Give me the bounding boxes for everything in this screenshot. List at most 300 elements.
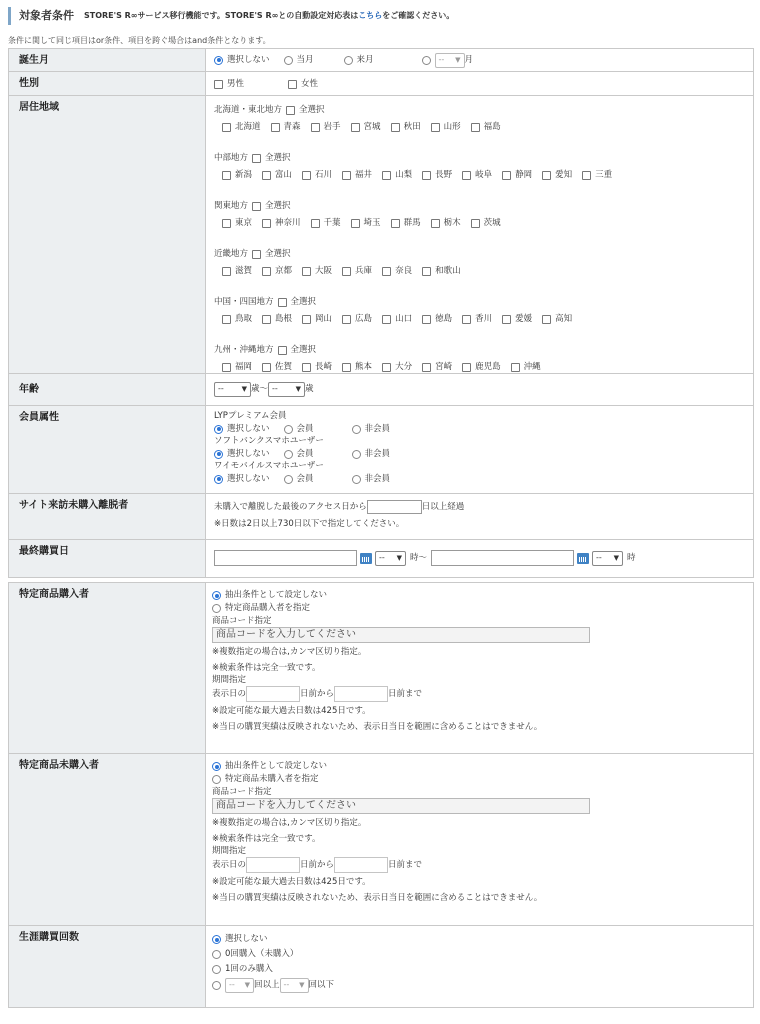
region-header — [214, 343, 747, 357]
gender-male-checkbox[interactable] — [214, 79, 244, 89]
prefecture-checkbox[interactable] — [351, 218, 381, 228]
region-name: 九州・沖縄地方 — [214, 344, 274, 355]
checkbox[interactable] — [462, 171, 471, 180]
region-select-all-checkbox[interactable] — [278, 345, 317, 355]
specific-buyers-code-input[interactable]: 商品コードを入力してください — [212, 627, 590, 643]
radio[interactable] — [284, 56, 293, 65]
prefecture-checkbox[interactable] — [222, 218, 252, 228]
prefecture-checkbox[interactable] — [271, 122, 301, 132]
prefecture-checkbox[interactable] — [342, 314, 372, 324]
prefecture-checkbox[interactable] — [431, 218, 461, 228]
checkbox[interactable] — [278, 346, 287, 355]
prefecture-checkbox[interactable] — [342, 266, 372, 276]
radio-selected[interactable] — [214, 450, 223, 459]
note-exact: ※検索条件は完全一致です。 — [212, 662, 321, 673]
row-specific-non-buyers — [8, 754, 754, 926]
radio[interactable] — [284, 475, 293, 484]
member-non-member-option[interactable] — [352, 449, 391, 459]
option-label: 非会員 — [364, 423, 391, 434]
period-label: 期間指定 — [212, 674, 247, 685]
prefecture-checkbox[interactable] — [262, 170, 292, 180]
specific-buyers-none-option[interactable] — [212, 590, 327, 600]
prefecture-checkbox[interactable] — [302, 170, 332, 180]
prefecture-checkbox[interactable] — [542, 170, 572, 180]
prefecture-label: 徳島 — [435, 313, 453, 324]
checkbox[interactable] — [288, 80, 297, 89]
option-label: 当月 — [296, 54, 314, 65]
period-prefix: 表示日の — [212, 688, 247, 699]
prefecture-checkbox[interactable] — [502, 314, 532, 324]
select-value: -- — [379, 553, 385, 563]
prefecture-label: 山形 — [443, 121, 461, 132]
specific-buyers-specify-option[interactable] — [212, 603, 310, 613]
checkbox[interactable] — [422, 267, 431, 276]
prefecture-label: 岐阜 — [475, 169, 493, 180]
last-purchase-to-hour-select[interactable] — [592, 551, 623, 566]
option-label: 抽出条件として設定しない — [225, 590, 328, 601]
checkbox[interactable] — [262, 219, 271, 228]
region-prefectures — [214, 120, 747, 134]
prefecture-checkbox[interactable] — [342, 362, 372, 372]
region-select-all-checkbox[interactable] — [252, 201, 291, 211]
option-label: 0回購入（未購入） — [225, 949, 299, 960]
prefecture-checkbox[interactable] — [382, 362, 412, 372]
prefecture-label: 滋賀 — [235, 265, 253, 276]
prefecture-checkbox[interactable] — [422, 362, 452, 372]
region-header — [214, 247, 747, 261]
checkbox[interactable] — [471, 219, 480, 228]
radio-selected[interactable] — [212, 935, 221, 944]
prefecture-checkbox[interactable] — [462, 170, 492, 180]
region-header — [214, 103, 747, 117]
checkbox[interactable] — [342, 267, 351, 276]
section-header — [8, 7, 752, 25]
specific-non-buyers-specify-option[interactable] — [212, 774, 319, 784]
checkbox[interactable] — [252, 202, 261, 211]
member-group-name: ソフトバンクスマホユーザー — [214, 436, 324, 447]
checkbox[interactable] — [391, 123, 400, 132]
radio[interactable] — [352, 425, 361, 434]
region-name: 関東地方 — [214, 200, 249, 211]
checkbox[interactable] — [431, 123, 440, 132]
lifetime-to-suffix: 回以下 — [308, 979, 335, 990]
prefecture-checkbox[interactable] — [222, 362, 252, 372]
birth-month-this-option[interactable] — [284, 55, 314, 65]
checkbox[interactable] — [422, 171, 431, 180]
radio[interactable] — [352, 450, 361, 459]
radio-selected[interactable] — [212, 591, 221, 600]
radio[interactable] — [212, 950, 221, 959]
radio-selected[interactable] — [214, 425, 223, 434]
region-select-all-checkbox[interactable] — [252, 249, 291, 259]
member-none-option[interactable] — [214, 474, 270, 484]
checkbox[interactable] — [302, 267, 311, 276]
checkbox[interactable] — [262, 171, 271, 180]
specific-buyers-body — [206, 583, 753, 753]
prefecture-checkbox[interactable] — [382, 314, 412, 324]
lifetime-zero-option[interactable] — [212, 949, 298, 959]
checkbox[interactable] — [502, 315, 511, 324]
checkbox[interactable] — [222, 315, 231, 324]
option-label: 非会員 — [364, 473, 391, 484]
prefecture-checkbox[interactable] — [382, 170, 412, 180]
member-groups — [206, 406, 753, 493]
checkbox[interactable] — [431, 219, 440, 228]
checkbox[interactable] — [214, 80, 223, 89]
prefecture-checkbox[interactable] — [222, 170, 252, 180]
birth-month-select[interactable] — [435, 53, 465, 68]
note-today: ※当日の購買実績は反映されないため、表示日当日を範囲に含めることはできません。 — [212, 893, 543, 904]
select-value: -- — [229, 980, 235, 990]
select-value: -- — [218, 384, 224, 394]
prefecture-label: 栃木 — [443, 217, 461, 228]
prefecture-label: 兵庫 — [355, 265, 373, 276]
gender-female-checkbox[interactable] — [288, 79, 318, 89]
checkbox[interactable] — [342, 171, 351, 180]
checkbox[interactable] — [302, 171, 311, 180]
prefecture-label: 東京 — [235, 217, 253, 228]
label-specific-buyers: 特定商品購入者 — [9, 583, 206, 753]
calendar-icon[interactable] — [360, 553, 372, 564]
prefecture-label: 香川 — [475, 313, 493, 324]
prefecture-checkbox[interactable] — [262, 314, 292, 324]
prefecture-label: 新潟 — [235, 169, 253, 180]
note-exact: ※検索条件は完全一致です。 — [212, 833, 321, 844]
option-label: 選択しない — [227, 473, 270, 484]
region-select-all-checkbox[interactable] — [252, 153, 291, 163]
prefecture-checkbox[interactable] — [351, 122, 381, 132]
select-all-label: 全選択 — [265, 152, 291, 163]
region-prefectures — [214, 360, 747, 374]
specific-buyers-from-days-input[interactable] — [246, 686, 300, 702]
label-site-visit: サイト来訪未購入離脱者 — [9, 494, 206, 539]
prefecture-label: 神奈川 — [275, 217, 301, 228]
age-to-select[interactable] — [268, 382, 305, 397]
label-lifetime: 生涯購買回数 — [9, 926, 206, 1007]
radio[interactable] — [352, 475, 361, 484]
checkbox[interactable] — [382, 267, 391, 276]
residence-regions — [206, 96, 753, 373]
option-label: 特定商品未購入者を指定 — [225, 774, 319, 785]
region-select-all-checkbox[interactable] — [286, 105, 325, 115]
hour-from-suffix: 時～ — [410, 552, 428, 563]
prefecture-checkbox[interactable] — [382, 266, 412, 276]
radio[interactable] — [212, 604, 221, 613]
prefecture-label: 福岡 — [235, 361, 253, 372]
checkbox[interactable] — [382, 171, 391, 180]
checkbox[interactable] — [311, 219, 320, 228]
prefecture-label: 高知 — [555, 313, 573, 324]
radio-selected[interactable] — [214, 56, 223, 65]
prefecture-label: 鹿児島 — [475, 361, 501, 372]
site-visit-note: ※日数は2日以上730日以下で指定してください。 — [214, 518, 405, 529]
prefecture-checkbox[interactable] — [422, 314, 452, 324]
label-gender: 性別 — [9, 72, 206, 95]
radio[interactable] — [284, 425, 293, 434]
prefecture-label: 山梨 — [395, 169, 413, 180]
select-all-label: 全選択 — [265, 200, 291, 211]
prefecture-label: 富山 — [275, 169, 293, 180]
prefecture-label: 埼玉 — [363, 217, 381, 228]
checkbox[interactable] — [222, 363, 231, 372]
checkbox[interactable] — [542, 315, 551, 324]
prefecture-checkbox[interactable] — [582, 170, 612, 180]
option-label: 非会員 — [364, 448, 391, 459]
checkbox[interactable] — [262, 267, 271, 276]
radio-selected[interactable] — [212, 762, 221, 771]
specific-non-buyers-from-days-input[interactable] — [246, 857, 300, 873]
checkbox[interactable] — [222, 219, 231, 228]
prefecture-checkbox[interactable] — [262, 218, 301, 228]
checkbox[interactable] — [342, 315, 351, 324]
member-member-option[interactable] — [284, 474, 314, 484]
region-name: 中国・四国地方 — [214, 296, 274, 307]
select-value: -- — [283, 980, 290, 990]
specific-non-buyers-none-option[interactable] — [212, 761, 327, 771]
radio[interactable] — [212, 775, 221, 784]
radio[interactable] — [344, 56, 353, 65]
section-title: 対象者条件 — [19, 9, 74, 23]
checkbox[interactable] — [252, 250, 261, 259]
row-birth-month — [8, 48, 754, 72]
age-from-select[interactable] — [214, 382, 251, 397]
header-note-suffix: をご確認ください。 — [382, 11, 455, 21]
select-value: -- — [272, 384, 278, 394]
prefecture-checkbox[interactable] — [222, 314, 252, 324]
option-label: 選択しない — [227, 448, 270, 459]
select-value: -- — [438, 55, 445, 65]
checkbox[interactable] — [542, 171, 551, 180]
prefecture-checkbox[interactable] — [542, 314, 572, 324]
period-mid: 日前から — [300, 688, 335, 699]
period-suffix: 日前まで — [388, 688, 423, 699]
select-all-label: 全選択 — [290, 296, 317, 307]
prefecture-checkbox[interactable] — [302, 362, 332, 372]
prefecture-checkbox[interactable] — [391, 122, 421, 132]
select-all-label: 全選択 — [299, 104, 325, 115]
prefecture-checkbox[interactable] — [302, 266, 332, 276]
checkbox[interactable] — [502, 171, 511, 180]
member-none-option[interactable] — [214, 424, 270, 434]
prefecture-checkbox[interactable] — [471, 122, 501, 132]
member-none-option[interactable] — [214, 449, 270, 459]
calendar-icon[interactable] — [577, 553, 589, 564]
checkbox[interactable] — [422, 315, 431, 324]
region-name: 近畿地方 — [214, 248, 249, 259]
region-select-all-checkbox[interactable] — [278, 297, 317, 307]
birth-month-next-option[interactable] — [344, 55, 374, 65]
prefecture-label: 宮城 — [363, 121, 381, 132]
select-all-label: 全選択 — [265, 248, 291, 259]
birth-month-specific-option[interactable] — [422, 53, 474, 68]
chevron-down-icon: ▼ — [299, 980, 305, 989]
prefecture-checkbox[interactable] — [431, 122, 461, 132]
specific-buyers-to-days-input[interactable] — [334, 686, 388, 702]
lifetime-range-radio[interactable] — [212, 981, 221, 990]
option-label: 会員 — [296, 448, 314, 459]
hour-to-suffix: 時 — [627, 552, 636, 563]
option-label: 選択しない — [227, 54, 270, 65]
period-mid: 日前から — [300, 859, 335, 870]
region-header — [214, 199, 747, 213]
select-all-label: 全選択 — [290, 344, 317, 355]
birth-month-none-option[interactable] — [214, 55, 270, 65]
lifetime-to-select[interactable] — [280, 978, 309, 993]
checkbox[interactable] — [471, 123, 480, 132]
checkbox[interactable] — [422, 363, 431, 372]
chevron-down-icon: ▼ — [613, 553, 620, 562]
prefecture-checkbox[interactable] — [462, 314, 492, 324]
period-label: 期間指定 — [212, 845, 247, 856]
option-label: 特定商品購入者を指定 — [225, 603, 311, 614]
checkbox[interactable] — [286, 106, 295, 115]
option-label: 選択しない — [225, 934, 268, 945]
checkbox[interactable] — [262, 363, 271, 372]
specific-non-buyers-body — [206, 754, 753, 925]
region-header — [214, 151, 747, 165]
prefecture-label: 青森 — [283, 121, 301, 132]
prefecture-label: 愛知 — [555, 169, 573, 180]
checkbox[interactable] — [278, 298, 287, 307]
prefecture-checkbox[interactable] — [302, 314, 332, 324]
prefecture-label: 沖縄 — [523, 361, 541, 372]
prefecture-label: 北海道 — [235, 121, 261, 132]
last-purchase-from-date-input[interactable] — [214, 550, 357, 566]
region-header — [214, 295, 747, 309]
label-specific-non-buyers: 特定商品未購入者 — [9, 754, 206, 925]
prefecture-label: 石川 — [315, 169, 333, 180]
last-purchase-to-date-input[interactable] — [431, 550, 574, 566]
prefecture-checkbox[interactable] — [462, 362, 501, 372]
checkbox[interactable] — [582, 171, 591, 180]
member-member-option[interactable] — [284, 424, 314, 434]
chevron-down-icon: ▼ — [241, 384, 247, 393]
checkbox[interactable] — [222, 267, 231, 276]
prefecture-checkbox[interactable] — [422, 170, 452, 180]
prefecture-checkbox[interactable] — [222, 122, 261, 132]
code-label: 商品コード指定 — [212, 786, 272, 797]
checkbox[interactable] — [511, 363, 520, 372]
checkbox[interactable] — [311, 123, 320, 132]
prefecture-checkbox[interactable] — [222, 266, 252, 276]
label-birth-month: 誕生月 — [9, 49, 206, 71]
chevron-down-icon: ▼ — [244, 980, 250, 989]
option-label: 男性 — [227, 78, 245, 89]
checkbox[interactable] — [382, 315, 391, 324]
prefecture-checkbox[interactable] — [511, 362, 541, 372]
age-from-suffix: 歳～ — [251, 383, 269, 394]
note-multiple: ※複数指定の場合は,カンマ区切り指定。 — [212, 818, 367, 829]
checkbox[interactable] — [302, 363, 311, 372]
prefecture-label: 奈良 — [395, 265, 413, 276]
specific-non-buyers-code-input[interactable]: 商品コードを入力してください — [212, 798, 590, 814]
age-to-suffix: 歳 — [305, 383, 314, 394]
region-prefectures — [214, 168, 747, 182]
lifetime-from-suffix: 回以上 — [254, 979, 280, 990]
checkbox[interactable] — [302, 315, 311, 324]
site-visit-days-input[interactable] — [367, 500, 422, 514]
radio-selected[interactable] — [214, 475, 223, 484]
prefecture-label: 京都 — [275, 265, 293, 276]
mapping-table-link[interactable]: こちら — [358, 11, 383, 21]
prefecture-checkbox[interactable] — [391, 218, 421, 228]
prefecture-checkbox[interactable] — [311, 218, 341, 228]
specific-non-buyers-to-days-input[interactable] — [334, 857, 388, 873]
radio[interactable] — [422, 56, 431, 65]
checkbox[interactable] — [462, 315, 471, 324]
prefecture-checkbox[interactable] — [342, 170, 372, 180]
region-prefectures — [214, 264, 747, 278]
checkbox[interactable] — [342, 363, 351, 372]
member-non-member-option[interactable] — [352, 474, 391, 484]
member-non-member-option[interactable] — [352, 424, 391, 434]
member-member-option[interactable] — [284, 449, 314, 459]
checkbox[interactable] — [351, 123, 360, 132]
prefecture-checkbox[interactable] — [502, 170, 532, 180]
row-site-visit — [8, 494, 754, 540]
region-prefectures — [214, 312, 747, 326]
label-residence: 居住地域 — [9, 96, 206, 373]
row-gender — [8, 72, 754, 96]
checkbox[interactable] — [391, 219, 400, 228]
checkbox[interactable] — [252, 154, 261, 163]
month-suffix: 月 — [464, 54, 474, 65]
lifetime-one-option[interactable] — [212, 964, 273, 974]
row-lifetime-purchases — [8, 926, 754, 1008]
checkbox[interactable] — [271, 123, 280, 132]
region-prefectures — [214, 216, 747, 230]
select-value: -- — [596, 553, 602, 563]
region-name: 中部地方 — [214, 152, 249, 163]
option-label: 選択しない — [227, 423, 270, 434]
prefecture-label: 長崎 — [315, 361, 333, 372]
prefecture-checkbox[interactable] — [422, 266, 461, 276]
lifetime-none-option[interactable] — [212, 934, 268, 944]
site-visit-prefix: 未購入で離脱した最後のアクセス日から — [214, 501, 367, 512]
checkbox[interactable] — [262, 315, 271, 324]
checkbox[interactable] — [382, 363, 391, 372]
prefecture-checkbox[interactable] — [262, 266, 292, 276]
prefecture-label: 秋田 — [403, 121, 421, 132]
row-last-purchase — [8, 540, 754, 578]
prefecture-label: 広島 — [355, 313, 373, 324]
header-note — [84, 11, 454, 21]
row-member-attributes — [8, 406, 754, 494]
label-last-purchase: 最終購買日 — [9, 540, 206, 577]
option-label: 女性 — [301, 78, 319, 89]
chevron-down-icon: ▼ — [396, 553, 402, 562]
prefecture-checkbox[interactable] — [262, 362, 292, 372]
prefecture-label: 茨城 — [483, 217, 501, 228]
radio[interactable] — [212, 965, 221, 974]
checkbox[interactable] — [222, 123, 231, 132]
period-prefix: 表示日の — [212, 859, 247, 870]
row-age — [8, 374, 754, 406]
member-group-name: LYPプレミアム会員 — [214, 411, 287, 422]
radio[interactable] — [284, 450, 293, 459]
prefecture-checkbox[interactable] — [471, 218, 501, 228]
chevron-down-icon: ▼ — [455, 55, 461, 64]
checkbox[interactable] — [462, 363, 471, 372]
region-name: 北海道・東北地方 — [214, 104, 283, 115]
checkbox[interactable] — [351, 219, 360, 228]
last-purchase-from-hour-select[interactable] — [375, 551, 406, 566]
lifetime-from-select[interactable] — [225, 978, 254, 993]
checkbox[interactable] — [222, 171, 231, 180]
prefecture-checkbox[interactable] — [311, 122, 341, 132]
condition-note: 条件に関して同じ項目はor条件、項目を跨ぐ場合はand条件となります。 — [8, 36, 271, 45]
prefecture-label: 岡山 — [315, 313, 333, 324]
